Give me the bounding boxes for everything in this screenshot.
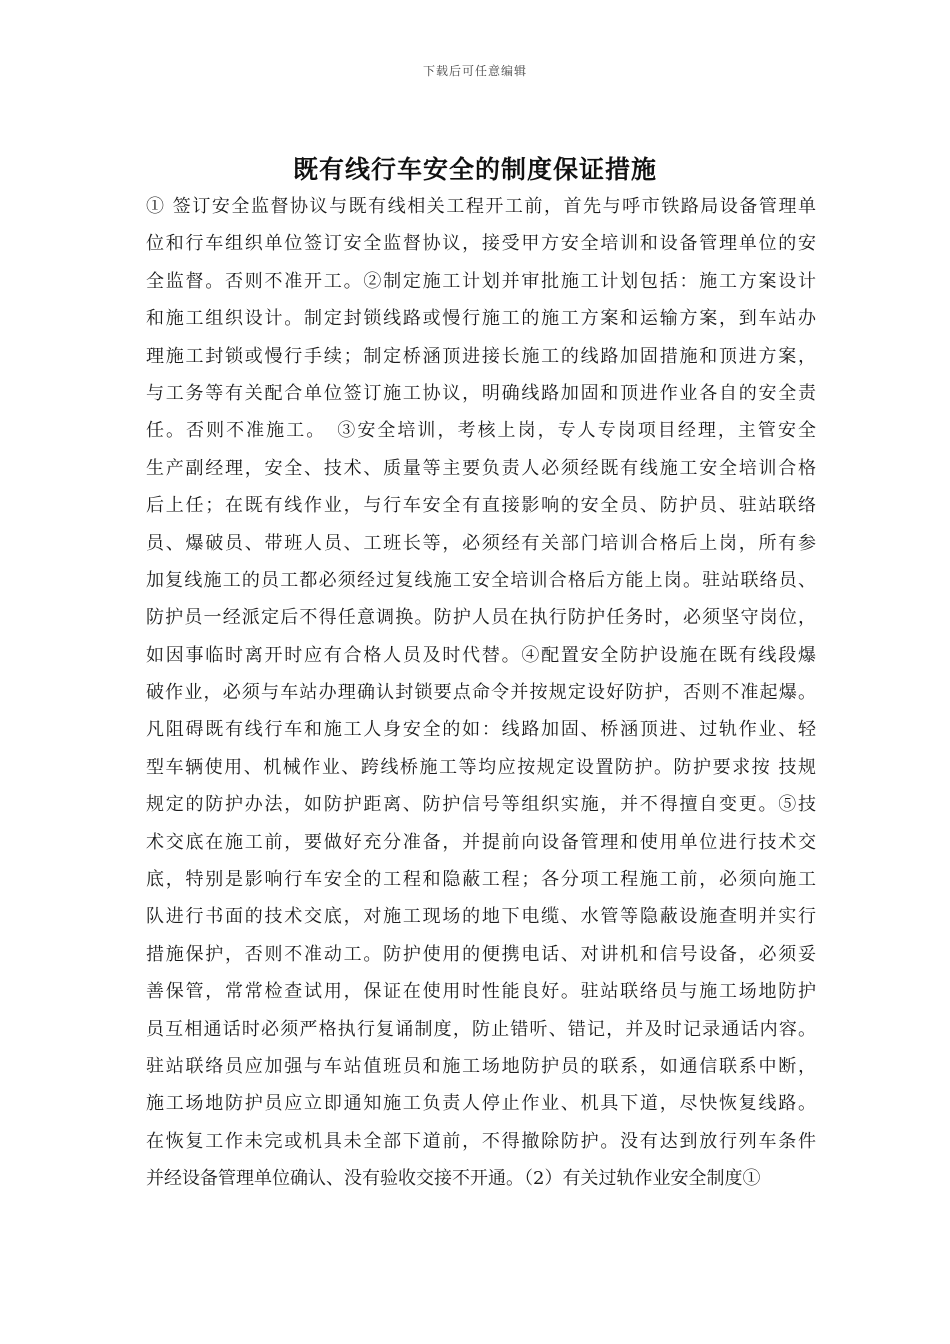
body-line: 规定的防护办法，如防护距离、防护信号等组织实施，并不得擅自变更。⑤技	[146, 794, 816, 816]
body-line: 防护员一经派定后不得任意调换。防护人员在执行防护任务时，必须坚守岗位，	[146, 607, 816, 629]
body-line: 施工场地防护员应立即通知施工负责人停止作业、机具下道，尽快恢复线路。	[146, 1093, 816, 1115]
body-line: 术交底在施工前，要做好充分准备，并提前向设备管理和使用单位进行技术交	[146, 831, 816, 853]
body-line: 全监督。否则不准开工。②制定施工计划并审批施工计划包括：施工方案设计	[146, 270, 816, 292]
document-body	[146, 188, 816, 1198]
body-line: 型车辆使用、机械作业、跨线桥施工等均应按规定设置防护。防护要求按 技规	[146, 756, 816, 778]
body-line: 加复线施工的员工都必须经过复线施工安全培训合格后方能上岗。驻站联络员、	[146, 569, 816, 591]
body-line: 在恢复工作未完或机具未全部下道前，不得撤除防护。没有达到放行列车条件	[146, 1130, 816, 1152]
body-line: 员互相通话时必须严格执行复诵制度，防止错听、错记，并及时记录通话内容。	[146, 1018, 816, 1040]
body-line: 和施工组织设计。制定封锁线路或慢行施工的施工方案和运输方案，到车站办	[146, 308, 816, 330]
body-line: 生产副经理，安全、技术、质量等主要负责人必须经既有线施工安全培训合格	[146, 457, 816, 479]
body-line: ① 签订安全监督协议与既有线相关工程开工前，首先与呼市铁路局设备管理单	[146, 196, 816, 217]
body-line: 与工务等有关配合单位签订施工协议，明确线路加固和顶进作业各自的安全责	[146, 382, 816, 404]
body-line: 措施保护，否则不准动工。防护使用的便携电话、对讲机和信号设备，必须妥	[146, 943, 816, 965]
body-line: 队进行书面的技术交底，对施工现场的地下电缆、水管等隐蔽设施查明并实行	[146, 906, 816, 928]
body-line: 底，特别是影响行车安全的工程和隐蔽工程；各分项工程施工前，必须向施工	[146, 869, 816, 891]
body-line: 位和行车组织单位签订安全监督协议，接受甲方安全培训和设备管理单位的安	[146, 233, 816, 255]
body-line: 后上任；在既有线作业，与行车安全有直接影响的安全员、防护员、驻站联络	[146, 495, 816, 517]
body-line: 善保管，常常检查试用，保证在使用时性能良好。驻站联络员与施工场地防护	[146, 981, 816, 1003]
body-line: 凡阻碍既有线行车和施工人身安全的如：线路加固、桥涵顶进、过轨作业、轻	[146, 719, 816, 741]
body-line: 并经设备管理单位确认、没有验收交接不开通。（2）有关过轨作业安全制度①	[146, 1168, 761, 1190]
body-line: 理施工封锁或慢行手续；制定桥涵顶进接长施工的线路加固措施和顶进方案，	[146, 345, 816, 367]
page-header-note: 下载后可任意编辑	[422, 64, 527, 78]
body-line: 任。否则不准施工。 ③安全培训，考核上岗，专人专岗项目经理，主管安全	[146, 420, 816, 442]
body-line: 破作业，必须与车站办理确认封锁要点命令并按规定设好防护，否则不准起爆。	[146, 682, 816, 704]
body-line: 员、爆破员、带班人员、工班长等，必须经有关部门培训合格后上岗，所有参	[146, 532, 816, 554]
body-line: 驻站联络员应加强与车站值班员和施工场地防护员的联系，如通信联系中断，	[146, 1055, 816, 1077]
body-line: 如因事临时离开时应有合格人员及时代替。④配置安全防护设施在既有线段爆	[146, 644, 816, 666]
document-title: 既有线行车安全的制度保证措施	[292, 155, 657, 184]
